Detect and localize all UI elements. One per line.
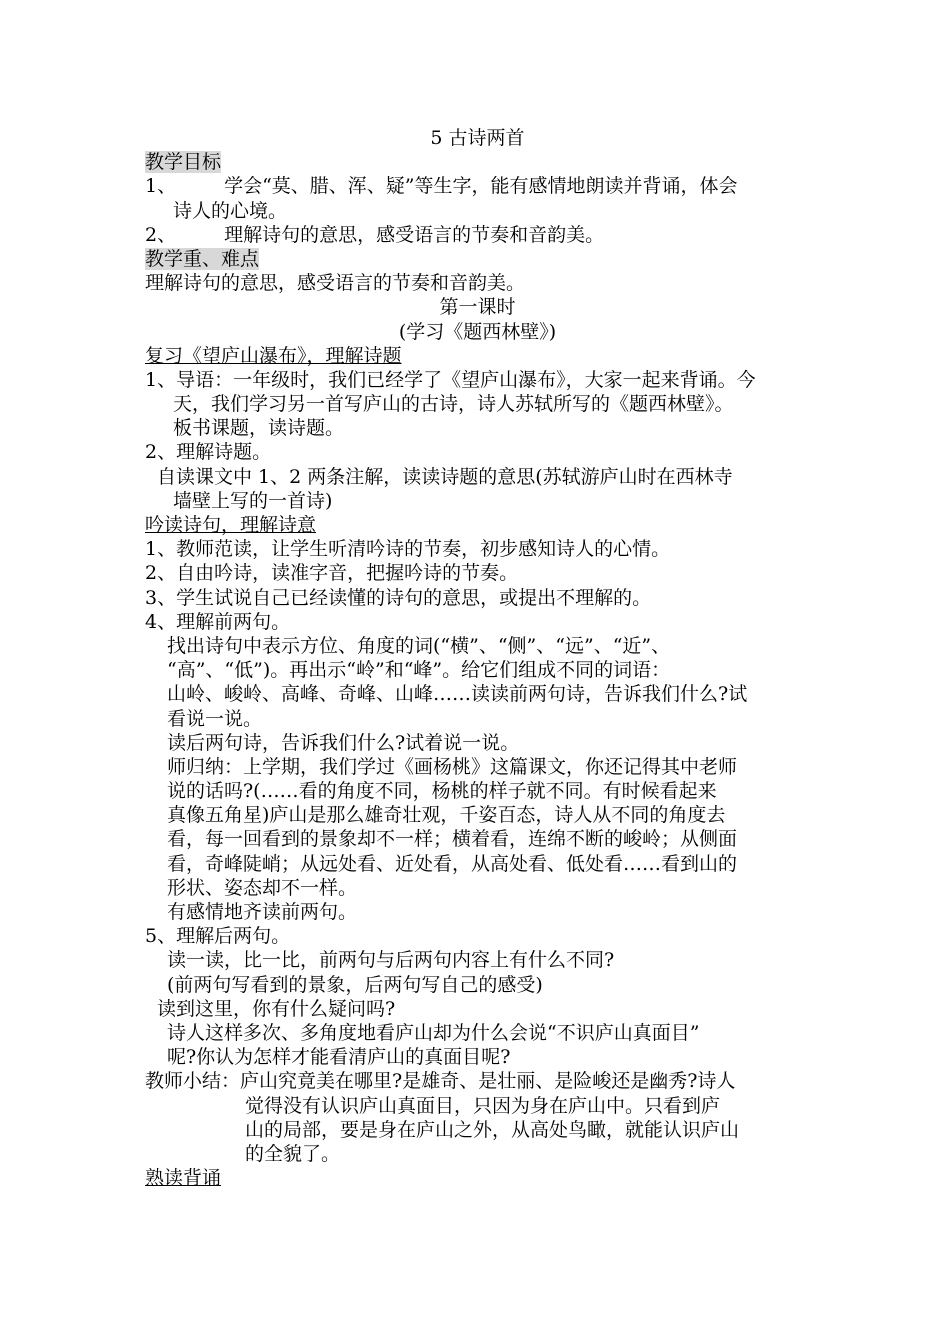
part2-line: 山岭、峻岭、高峰、奇峰、山峰……读读前两句诗，告诉我们什么?试 [167,683,748,706]
part2-line: 真像五角星)庐山是那么雄奇壮观，千姿百态，诗人从不同的角度去 [167,804,726,827]
part2-line: 说的话吗?(……看的角度不同，杨桃的样子就不同。有时候看起来 [167,780,717,803]
document-page [145,126,810,1190]
part2-line: 找出诗句中表示方位、角度的词(“横”、“侧”、“远”、“近”、 [167,634,671,657]
key-points-text: 理解诗句的意思，感受语言的节奏和音韵美。 [145,272,526,295]
part1-line: 墙壁上写的一首诗) [173,489,333,512]
part2-line: 呢?你认为怎样才能看清庐山的真面目呢? [167,1046,511,1069]
lesson-subtitle: (学习《题西林壁》) [398,320,557,343]
part2-line: 5、理解后两句。 [145,925,291,948]
part3-heading: 熟读背诵 [145,1167,222,1190]
teacher-summary-label: 教师小结： [145,1070,241,1093]
part2-line: 读一读，比一比，前两句与后两句内容上有什么不同? [167,949,615,972]
part2-line: “高”、“低”)。再出示“岭”和“峰”。给它们组成不同的词语： [167,659,671,682]
goal-2: 2、 理解诗句的意思，感受语言的节奏和音韵美。 [145,223,605,246]
part2-line: 的全貌了。 [245,1142,341,1165]
goal-1-cont: 诗人的心境。 [173,199,288,222]
part1-line: 板书课题，读诗题。 [173,417,345,440]
part2-line: 师归纳：上学期，我们学过《画杨桃》这篇课文，你还记得其中老师 [167,755,738,778]
part2-line: 有感情地齐读前两句。 [167,901,358,923]
goal-1: 1、 学会“莫、腊、浑、疑”等生字，能有感情地朗读并背诵，体会 [145,175,738,198]
part2-heading: 吟读诗句，理解诗意 [145,514,317,536]
part2-line: 4、理解前两句。 [145,610,291,633]
key-points-heading: 教学重、难点 [145,247,260,270]
part2-line: 看，奇峰陡峭；从远处看、近处看，从高处看、低处看……看到山的 [167,852,738,875]
part1-heading: 复习《望庐山瀑布》，理解诗题 [145,344,402,367]
part2-line: 诗人这样多次、多角度地看庐山却为什么会说“不识庐山真面目” [167,1021,700,1044]
part2-line: 觉得没有认识庐山真面目，只因为身在庐山中。只看到庐 [245,1094,721,1117]
part2-line: 形状、姿态却不一样。 [167,876,358,899]
part2-line: 看，每一回看到的景象却不一样；横着看，连绵不断的峻岭；从侧面 [167,828,738,851]
part2-line: 读到这里，你有什么疑问吗? [157,997,396,1020]
part2-line: 3、学生试说自己已经读懂的诗句的意思，或提出不理解的。 [145,586,652,609]
teacher-summary: 教师小结：庐山究竟美在哪里?是雄奇、是壮丽、是险峻还是幽秀?诗人 [145,1070,736,1093]
part2-line: 看说一说。 [167,707,263,730]
part2-line: 2、自由吟诗，读准字音，把握吟诗的节奏。 [145,562,519,585]
lesson-title: 第一课时 [439,296,516,319]
part2-line: 读后两句诗，告诉我们什么?试着说一说。 [167,731,520,754]
part1-line: 2、理解诗题。 [145,441,272,464]
part1-line: 自读课文中 1、2 两条注解，读读诗题的意思(苏轼游庐山时在西林寺 [157,465,733,488]
part1-line: 天，我们学习另一首写庐山的古诗，诗人苏轼所写的《题西林壁》。 [173,393,734,416]
document-title: 5 古诗两首 [430,127,525,149]
part2-line: 山的局部，要是身在庐山之外，从高处鸟瞰，就能认识庐山 [245,1118,740,1141]
part2-line: 1、教师范读，让学生听清吟诗的节奏，初步感知诗人的心情。 [145,538,671,561]
part2-line: (前两句写看到的景象，后两句写自己的感受) [167,973,543,996]
part1-line: 1、导语：一年级时，我们已经学了《望庐山瀑布》，大家一起来背诵。今 [145,368,756,391]
goals-heading: 教学目标 [145,151,222,174]
